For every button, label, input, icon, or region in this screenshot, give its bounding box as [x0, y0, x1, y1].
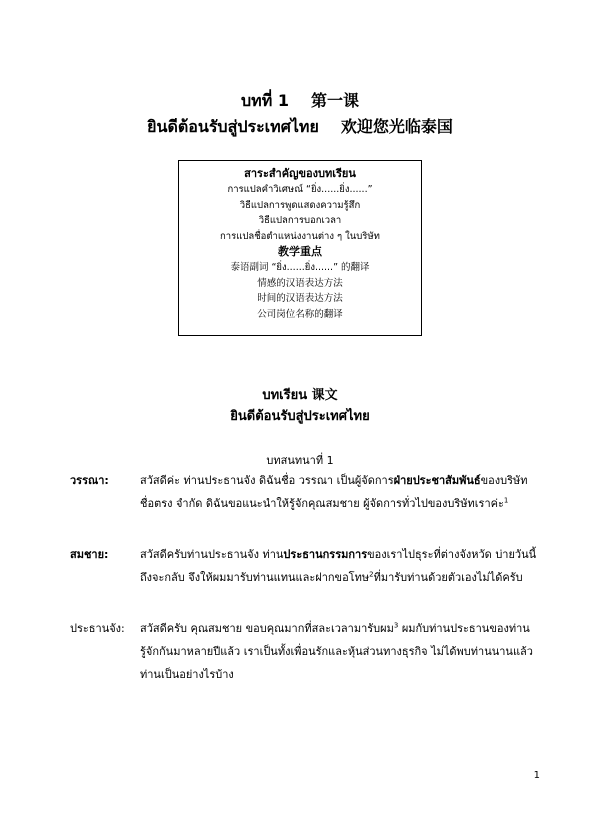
key-point-th: การแปลคำวิเศษณ์ “ยิ่ง......ยิ่ง......”	[227, 184, 373, 195]
lesson-number-th: บทที่ 1	[241, 91, 289, 110]
key-points-box	[178, 160, 422, 336]
key-points-heading-th: สาระสำคัญของบทเรียน	[244, 167, 356, 180]
key-points-heading-zh: 教学重点	[278, 245, 322, 258]
dialogue-line	[140, 469, 540, 515]
footnote-marker: 2	[369, 570, 374, 579]
key-point-zh: 公司岗位名称的翻译	[257, 308, 343, 320]
page-number: 1	[533, 770, 540, 781]
dialogue-text: สวัสดีครับท่านประธานจัง ท่าน	[140, 548, 284, 561]
dialogue-text: ของเราไปธุระที่ต่างจังหวัด บ่ายวันนี้ถึงจะกลับ จึงให้ผมมารับท่านแทนและฝากขอโทษ	[140, 548, 537, 584]
key-point-th: วิธีแปลการพูดแสดงความรู้สึก	[239, 199, 361, 211]
lesson-text-heading: บทเรียน 课文	[262, 388, 338, 403]
lesson-text-subheading: ยินดีต้อนรับสู่ประเทศไทย	[230, 409, 370, 424]
dialogue-text: สวัสดีครับ คุณสมชาย ขอบคุณมากที่สละเวลามารับผม	[140, 622, 394, 635]
dialogue-text: ของบริษัท ชื่อตรง จำกัด ดิฉันขอแนะนำให้รู้จักคุณสมชาย ผู้จัดการทั่วไปของบริษัทเราค่ะ	[140, 474, 528, 510]
speaker-label: วรรณา:	[70, 474, 109, 487]
key-point-zh: 泰语副词 “ยิ่ง......ยิ่ง......” 的翻译	[230, 262, 370, 273]
footnote-marker: 3	[393, 621, 399, 630]
lesson-number-zh: 第一课	[310, 91, 359, 110]
dialogue-text: สวัสดีค่ะ ท่านประธานจัง ดิฉันชื่อ วรรณา เป็นผู้จัดการ	[140, 474, 394, 487]
dialogue-bold-term: ประธานกรรมการ	[283, 548, 368, 561]
key-point-zh: 时间的汉语表达方法	[257, 293, 343, 304]
key-point-th: วิธีแปลการบอกเวลา	[258, 215, 342, 226]
dialogue-title: บทสนทนาที่ 1	[266, 454, 334, 467]
lesson-number-title	[0, 92, 600, 110]
key-point-zh: 情感的汉语表达方法	[257, 277, 343, 289]
welcome-title-th: ยินดีต้อนรับสู่ประเทศไทย	[147, 117, 319, 136]
dialogue-text: ที่มารับท่านด้วยตัวเองไม่ได้ครับ	[373, 571, 523, 584]
dialogue-text: ผมกับท่านประธานของท่านรู้จักกันมาหลายปีแล้ว เราเป็นทั้งเพื่อนรักและหุ้นส่วนทางธุรกิจ ไม่ได้พบท่านนานแล้ว ท่านเป็นอย่างไรบ้าง	[140, 622, 533, 681]
dialogue-bold-term: ฝ่ายประชาสัมพันธ์	[393, 474, 481, 487]
speaker-label: สมชาย:	[70, 548, 109, 561]
key-point-th: การแปลชื่อตำแหน่งงานต่าง ๆ ในบริษัท	[220, 230, 380, 242]
speaker-label: ประธานจัง:	[70, 622, 125, 635]
footnote-marker: 1	[503, 496, 509, 505]
dialogue-line	[140, 543, 540, 589]
dialogue-line	[140, 617, 540, 686]
lesson-welcome-title	[0, 118, 600, 136]
welcome-title-zh: 欢迎您光临泰国	[340, 117, 453, 136]
